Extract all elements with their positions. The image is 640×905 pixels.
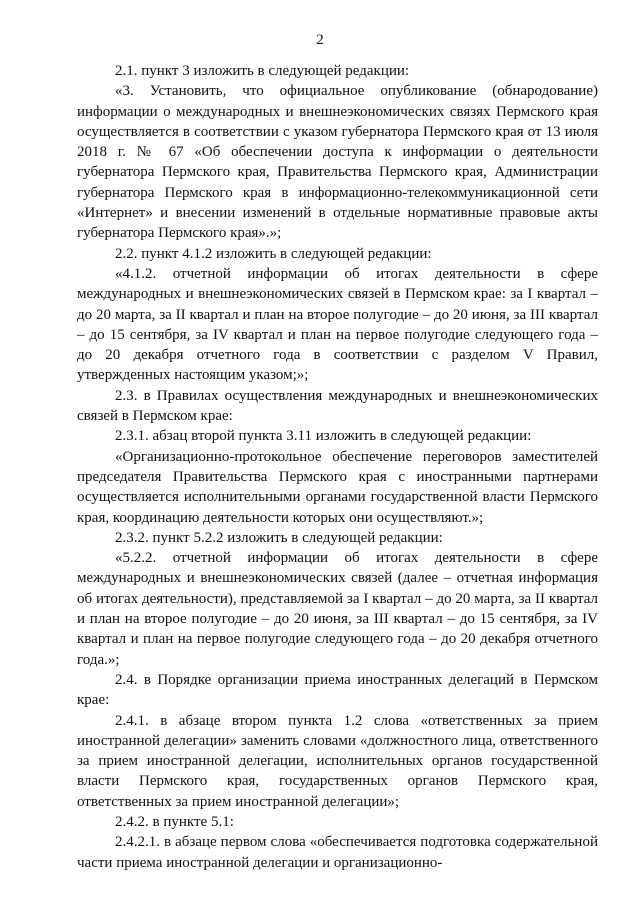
paragraph-2-3: 2.3. в Правилах осуществления международных и внешнеэкономических связей в Пермском крае: [77, 387, 598, 425]
page-number: 2 [316, 32, 324, 48]
paragraph-2-3-1: 2.3.1. абзац второй пункта 3.11 изложить в следующей редакции: [115, 428, 532, 445]
paragraph-quote-5-2-2: «5.2.2. отчетной информации об итогах деятельности в сфере международных и внешнеэкономических связей (далее – отчетная информация об итогах деятельности), представляемой за I квартал – до 20 марта, за II квартал и план на второе полугодие – до 20 июня, за III квартал – до 15 сентября, за IV квартал и план на первое полугодие следующего года – до 20 декабря отчетного года.»; [77, 550, 598, 668]
paragraph-2-3-2: 2.3.2. пункт 5.2.2 изложить в следующей редакции: [115, 529, 443, 546]
paragraph-quote-3-11: «Организационно-протокольное обеспечение переговоров заместителей председателя Правительства Пермского края с иностранными партнерами осуществляется исполнительными органами государственной власти Пермского края, координацию деятельности которых они осуществляют.»; [77, 448, 598, 526]
paragraph-quote-3: «3. Установить, что официальное опубликование (обнародование) информации о международных и внешнеэкономических связях Пермского края осуществляется в соответствии с указом губернатора Пермского края от 13 июля 2018 г. № 67 «Об обеспечении доступа к информации о деятельности губернатора Пермского края, Правительства Пермского края, Администрации губернатора Пермского края в информационно-телекоммуникационной сети «Интернет» и внесении изменений в отдельные нормативные правовые акты губернатора Пермского края».»; [77, 83, 598, 242]
paragraph-2-1: 2.1. пункт 3 изложить в следующей редакции: [115, 63, 410, 79]
paragraph-2-2: 2.2. пункт 4.1.2 изложить в следующей редакции: [115, 245, 432, 262]
paragraph-2-4-2: 2.4.2. в пункте 5.1: [115, 813, 234, 830]
paragraph-2-4-2-1: 2.4.2.1. в абзаце первом слова «обеспечивается подготовка содержательной части приема иностранной делегации и организационно- [77, 834, 598, 871]
paragraph-quote-4-1-2: «4.1.2. отчетной информации об итогах деятельности в сфере международных и внешнеэкономических связей в Пермском крае: за I квартал – до 20 марта, за II квартал и план на второе полугодие – до 20 июня, за III квартал – до 15 сентября, за IV квартал и план на первое полугодие следующего года – до 20 декабря отчетного года в соответствии с разделом V Правил, утвержденных настоящим указом;»; [77, 265, 598, 384]
document-body [77, 61, 598, 873]
paragraph-2-4-1: 2.4.1. в абзаце втором пункта 1.2 слова «ответственных за прием иностранной делегации» заменить словами «должностного лица, ответственного за прием иностранной делегации, исполнительных органов государственной власти Пермского края, государственных органов Пермского края, ответственных за прием иностранной делегации»; [77, 712, 598, 810]
paragraph-2-4: 2.4. в Порядке организации приема иностранных делегаций в Пермском крае: [77, 671, 598, 709]
